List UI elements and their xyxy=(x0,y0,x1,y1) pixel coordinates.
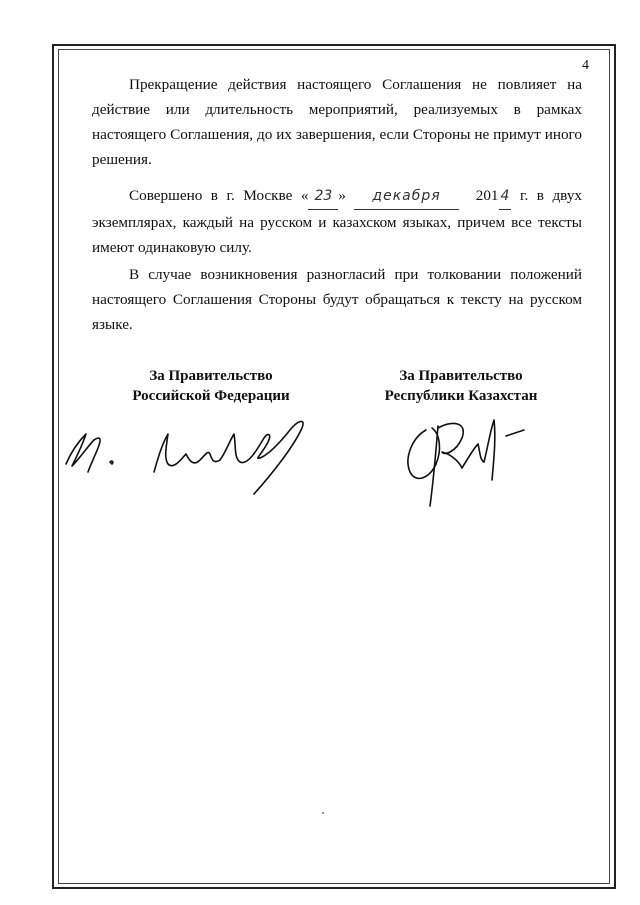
year-prefix: 201 xyxy=(475,187,499,204)
paragraph-disputes: В случае возникновения разногласий при толковании положений настоящего Соглашения Стороны будут обращаться к тексту на русском языке. xyxy=(92,266,582,333)
signature-russia xyxy=(58,400,328,500)
paragraph-termination: Прекращение действия настоящего Соглашения не повлияет на действие или длительность мероприятий, реализуемых в рамках настоящего Соглашения, до их завершения, если Стороны не примут иного решения. xyxy=(92,76,582,168)
handwritten-month: декабря xyxy=(354,184,458,210)
paragraph-done-at xyxy=(92,183,582,260)
signatory-russia-line1: За Правительство xyxy=(149,368,273,384)
done-at-suffix: г. в двух экземплярах, каждый на русском и казахском языках, причем все тексты имеют одинаковую силу. xyxy=(92,187,583,256)
scan-speck xyxy=(322,812,324,814)
signatory-kazakhstan-line1: За Правительство xyxy=(399,368,523,384)
signatory-russia-line2: Российской Федерации xyxy=(132,388,290,404)
handwritten-year-digit: 4 xyxy=(499,184,512,210)
done-at-mid: » xyxy=(338,187,346,204)
done-at-prefix: Совершено в г. Москве « xyxy=(129,187,309,204)
signatory-kazakhstan-line2: Республики Казахстан xyxy=(384,388,538,404)
handwritten-day: 23 xyxy=(308,184,338,210)
signature-kazakhstan xyxy=(396,398,536,518)
page-number: 4 xyxy=(582,58,589,73)
